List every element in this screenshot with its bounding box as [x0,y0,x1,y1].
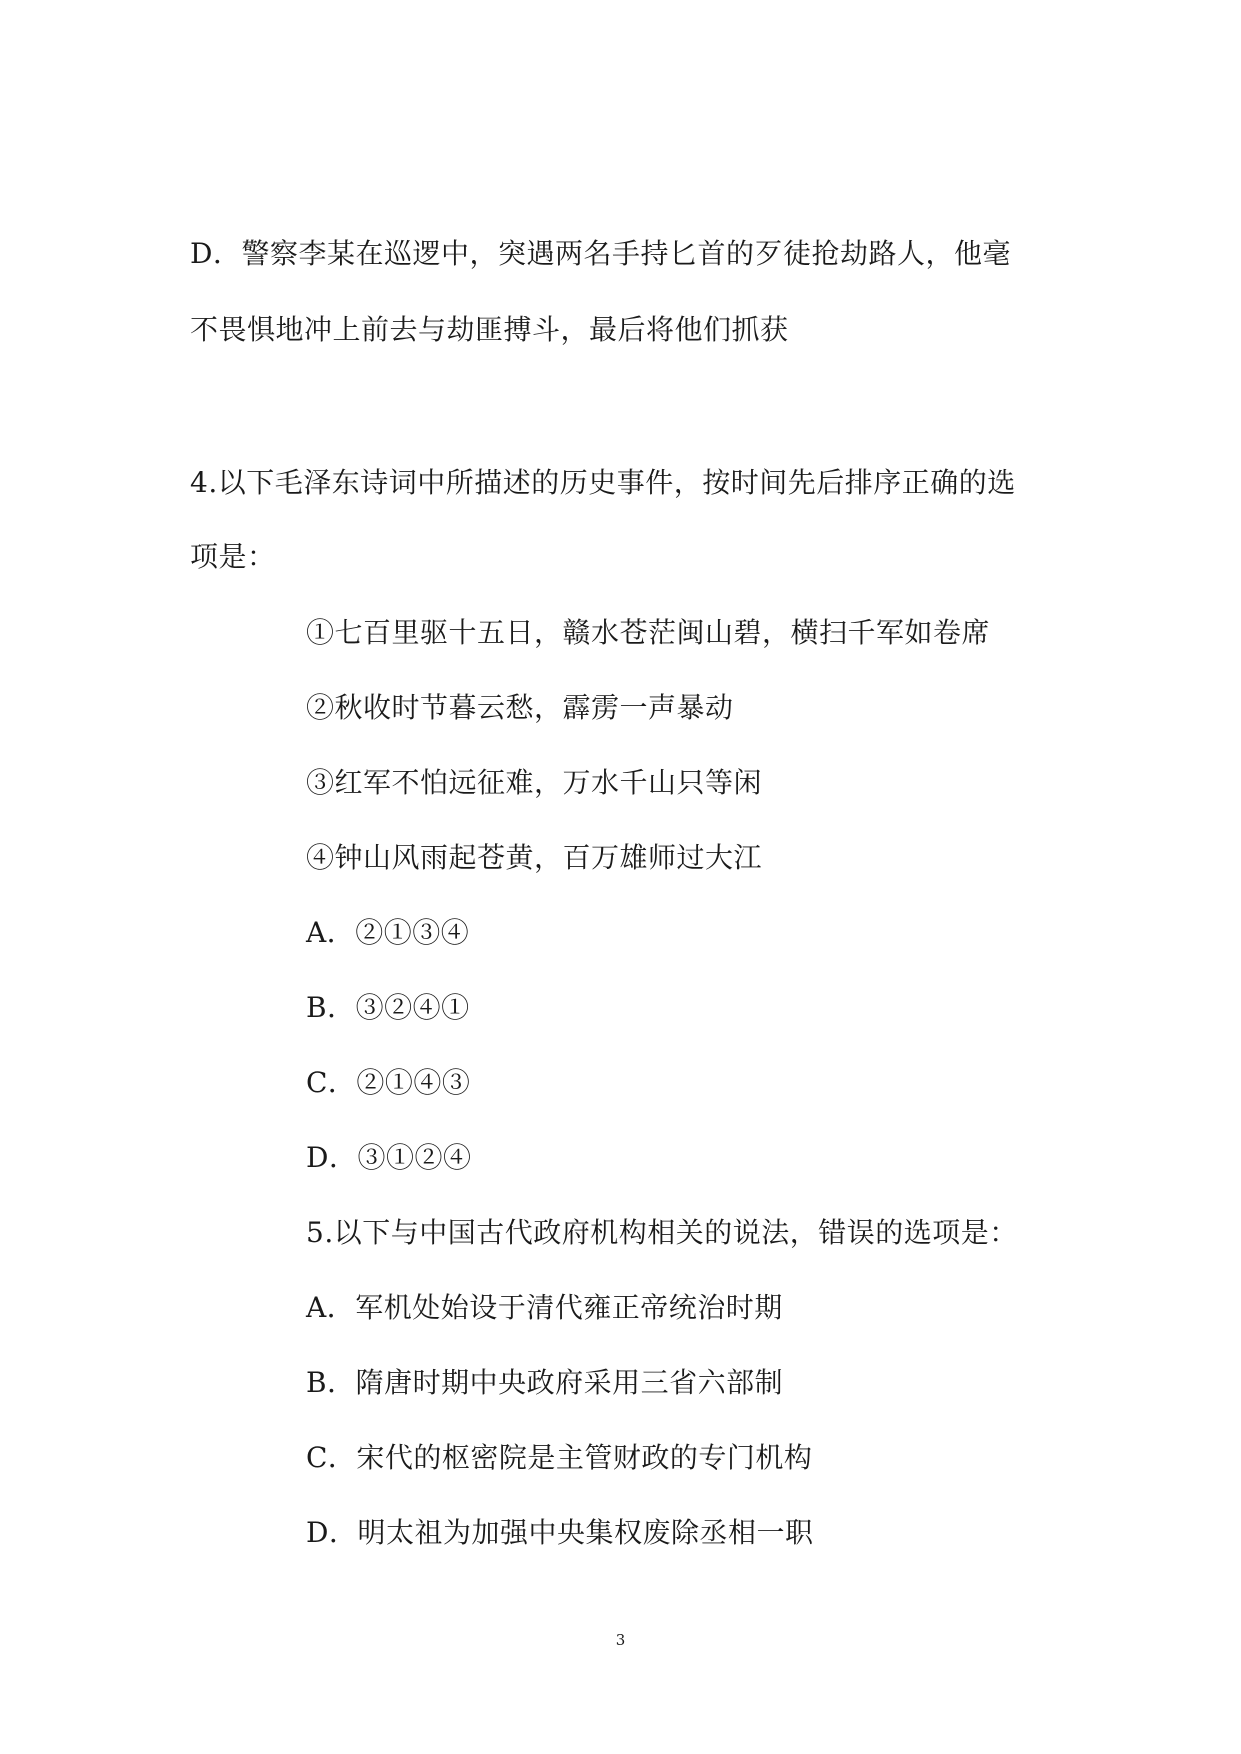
q5-option-b: B．隋唐时期中央政府采用三省六部制 [306,1366,784,1399]
q5-stem: 5.以下与中国古代政府机构相关的说法，错误的选项是： [306,1216,1018,1249]
q4-stem-line1: 4.以下毛泽东诗词中所描述的历史事件，按时间先后排序正确的选 [190,466,1016,499]
q5-option-a: A．军机处始设于清代雍正帝统治时期 [306,1291,783,1324]
q4-option-b: B．③②④① [306,991,470,1024]
q4-item-4: ④钟山风雨起苍黄，百万雄师过大江 [306,841,763,874]
q4-stem-line2: 项是： [190,540,276,573]
q4-item-2: ②秋收时节暮云愁，霹雳一声暴动 [306,691,734,724]
page-number: 3 [615,1631,626,1649]
q4-item-1: ①七百里驱十五日，赣水苍茫闽山碧，横扫千军如卷席 [306,616,991,649]
q3-option-d-line2: 不畏惧地冲上前去与劫匪搏斗，最后将他们抓获 [190,313,789,346]
q4-item-3: ③红军不怕远征难，万水千山只等闲 [306,766,763,799]
q4-option-c: C．②①④③ [306,1066,471,1099]
q4-option-a: A．②①③④ [306,916,470,949]
q3-option-d-line1: D．警察李某在巡逻中，突遇两名手持匕首的歹徒抢劫路人，他毫 [190,237,1011,270]
q4-option-d: D．③①②④ [306,1141,472,1174]
q5-option-c: C．宋代的枢密院是主管财政的专门机构 [306,1441,813,1474]
q5-option-d: D．明太祖为加强中央集权废除丞相一职 [306,1516,814,1549]
